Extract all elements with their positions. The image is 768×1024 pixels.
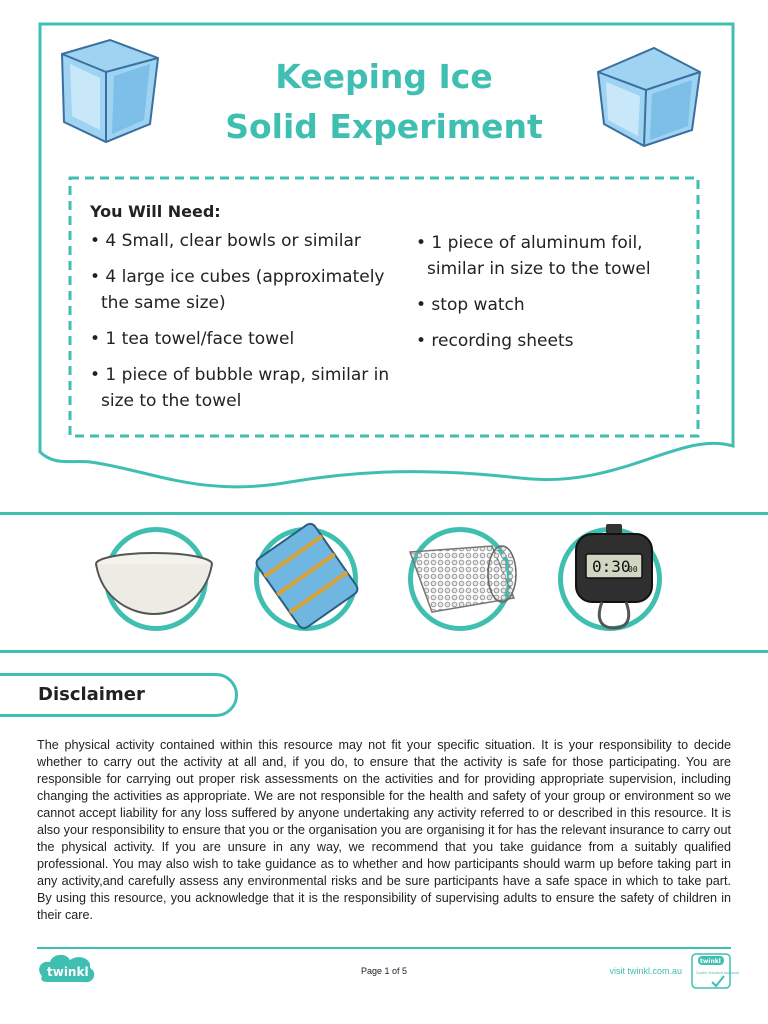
towel-icon (252, 526, 362, 626)
bowl-icon (92, 550, 216, 620)
list-item: • 1 piece of bubble wrap, similar in size to the towel (90, 365, 390, 411)
footer-line (37, 947, 731, 949)
list-item: • 1 tea towel/face towel (90, 329, 295, 349)
badge-sub: Quality Standard Approved (696, 971, 740, 975)
disclaimer-text: The physical activity contained within this resource may not fit your specific situation. It is your responsibility to decide whether to carry out the activity at all and, if you do, to ensure that the activity is safe for those participating. You are responsible for carrying out proper risk assessments on the activities and for providing appropriate supervision, including changing the activities as appropriate. We are not responsible for the health and safety of your group or environment so we cannot accept liability for any loss suffered by anyone undertaking any activity referred to or described in this resource. It is also your responsibility to ensure that you or the organisation you are organising it for has the relevant insurance to carry out the physical activity. If you are unsure in any way, we recommend that you take guidance from a suitably qualified professional. You may also wish to take guidance as to whether and how participants should warm up before taking part in any activity,and carefully assess any environmental risks and be sure participants have a safe space in which to take part. By using this resource, you acknowledge that it is the responsibility of supervising adults to ensure the safety of children in their care. (37, 738, 731, 922)
page-title (0, 52, 768, 152)
list-item: • stop watch (416, 295, 525, 315)
logo-text: twinkl (47, 965, 89, 979)
band-top-line (0, 512, 768, 515)
needs-right-column (416, 230, 696, 364)
needs-left-column (90, 228, 390, 424)
list-item: • 4 Small, clear bowls or similar (90, 231, 361, 251)
visit-link[interactable]: visit twinkl.com.au (609, 966, 682, 976)
bubble-wrap-icon (402, 538, 520, 622)
stopwatch-small: 00 (628, 565, 638, 574)
band-bottom-line (0, 650, 768, 653)
stopwatch-icon (566, 522, 662, 632)
stopwatch-display: 0:30 (592, 557, 631, 576)
list-item: • 4 large ice cubes (approximately the same size) (90, 267, 385, 313)
title-line-2: Solid Experiment (225, 107, 543, 146)
needs-heading: You Will Need: (90, 202, 221, 221)
list-item: • 1 piece of aluminum foil, similar in size to the towel (416, 233, 651, 279)
page-number: Page 1 of 5 (360, 966, 408, 976)
disclaimer-heading: Disclaimer (38, 684, 145, 705)
quality-badge (690, 952, 740, 992)
list-item: • recording sheets (416, 331, 574, 351)
needs-box (70, 176, 698, 438)
title-line-1: Keeping Ice (275, 57, 493, 96)
badge-text: twinkl (700, 958, 721, 965)
